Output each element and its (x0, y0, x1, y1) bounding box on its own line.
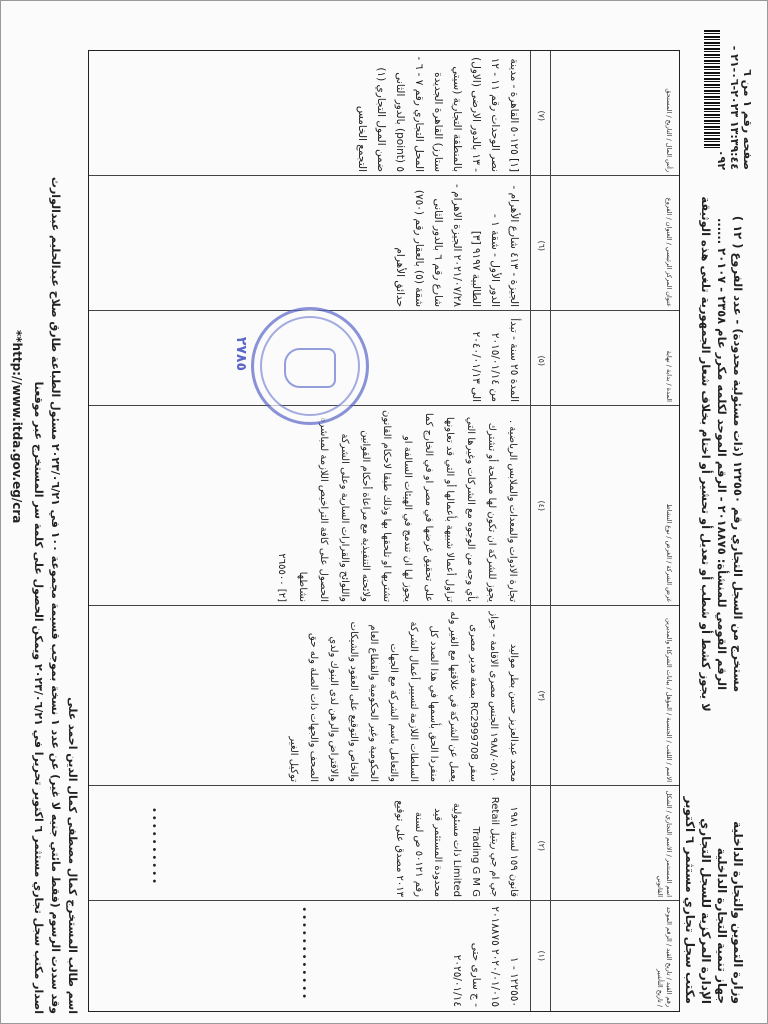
col6-heading: عنوان المركز الرئيسي / العنوان / الفروع (665, 197, 673, 307)
authority-name: جهاز تنمية التجارة الداخلية (715, 847, 729, 1004)
col-divider (89, 405, 679, 406)
stamp-number: ٢٧٨٥ (233, 336, 249, 371)
col2-number: (٢) (537, 840, 546, 851)
page-number: صفحه رقم ١ من ٦ (741, 69, 754, 170)
number-row-divider (530, 51, 531, 1011)
col-divider (89, 785, 679, 786)
col-divider (89, 310, 679, 311)
header-title-block (698, 174, 746, 734)
admin-name: الإدارة المركزية للسجل التجاري (699, 818, 713, 1004)
footer-block (30, 10, 81, 1014)
col6-number: (٦) (537, 240, 546, 251)
dotted-fill: •••••••••••• (298, 906, 309, 1001)
col7-number: (٧) (537, 110, 546, 121)
barcode (704, 30, 720, 150)
eagle-emblem-icon (284, 348, 336, 388)
col1-number: (١) (537, 950, 546, 961)
col3-number: (٣) (537, 690, 546, 701)
ministry-name: وزارة التموين والتجارة الداخلية (731, 821, 745, 1004)
purpose-cell (271, 410, 523, 602)
address-cell: الجيزة - ٤١٣ شارع الأهرام - الدور الأول - شقة ١ - الطالبية ٩١٩٧ [٣] ٢٠٢١/٠٧/٢٨ الجيزة الاهرام - شارع رقم ٦ بالدور الثانى شقة (٥) بالعقار رقم (٧٥٠) حدائق الأهرام (394, 183, 520, 307)
col5-heading: المدة / بداية / نهاية (665, 350, 673, 402)
branches-cell: [١] ٥٠١٢٥ القاهرة - مدينة نصر الوحدات رقم ١١ - ١٢ - ١٣ بالدور الارضى (الاول) بالمنطقة التجارية (سيتي ستارز) القاهرة الجديدة المحل التجاري رقم ٧ - ٦ - ٥ (point) بالدور الثانى ضمن المول التجاري (١) التجمع الخامس (356, 56, 520, 172)
duration-cell: المدة ٢٥ سنة - تبدأ من ٢٠١٥/٠١/١٤ الى ٢٠٤٠/٠١/١٣ (470, 318, 520, 402)
doc-datetime: ١٣:٣٩:٤٤ ٢٠٢٣-٠٦-٢١ - ٠٩٢ (715, 45, 741, 170)
col-divider (89, 900, 679, 901)
col-divider (89, 605, 679, 606)
merchant-name-cell (390, 790, 523, 897)
col1-heading: رقم القيد / تاريخ القيد / الرقم الموحد / تاريخ التأشير (656, 906, 673, 1007)
header-page-info (715, 30, 754, 170)
col7-heading: رأس المال / التاريخ / المستحق (665, 88, 673, 172)
registration-cell: ١٢٢٥٥٠ - ١ ٢٠٢٠/٠١/٠١٥ ٢٠١٨٨٧٥ - ج سارى حتى ٢٠٢٥/٠١/١٤ (451, 906, 520, 1007)
purpose-text: تجارة الادوات والمعدات والملابس الرياضية . يجوز للشركة ان تكون لها مصلحة أو تشترك بأي وجه من الوجوه مع الشركات وغيرها التي تزاول أعمالا شبيهة بأعمالها أو التي قد تعاونها على تحقيق غرضها في مصر او في الخارج كما يجوز لها ان تندمج في الهيئات السالفة او تشتريها او تلحقها بها وذلك طبقا لاحكام القانون ولائحته التنفيذية مع مراعاة أحكام القوانين واللوائح والقرارات السارية وعلى الشركة الحصول على كافة التراخيص اللازمة لمباشرة نشاطها (297, 410, 518, 602)
header-row-divider (550, 51, 551, 1011)
dotted-fill: •••••••••• (148, 807, 159, 886)
managers-cell: محمد عبدالعزيز حسن بطر مواليد ١٩٨٨/٠٥/١٠ الجنس مصرى الاقامة - جواز سفر RC2999708 بصفة مدير مصرى يعمل عن الشركة في علاقتها مع الغير وله منفردا الحق بأسمها في هذا الصدد كل السلطات اللازمة لتسيير أعمال الشركة والتعامل باسم الشركة مع الجهات الحكومية وغير الحكومية والقطاع العام والخاص والتوقيع على العقود والشيكات والاقتراض والرهن لدى البنوك ولدي الصحف والجهات ذات الصلة وله حق توكيل الغير (288, 611, 519, 782)
title-line-1: مستخرج من السجل التجاري رقم ١٢٢٥٥٠ (ذات مسئولية محدودة) - عدد الفروع ( ١٢ ) (731, 215, 745, 693)
title-line-2: الرقم القومي للمنشأة: ٢٠١٨٨٧٥ - الرقم الموحد لكلمه مكرر عام ٢٣٥٨ - ٢٠١٠٧ ...... (715, 217, 729, 691)
verification-url[interactable]: **http://www.itda.gov.eg/cra (10, 330, 24, 524)
fees-line: وقد سددت الرسوم (فقط مائتي جنيه لا غير) عن عدد ١ نسخة بموجب قسيمة مجموعة ١٠٠ في ٢٠٢٣/٠٦/٢١ مسئول الطباعة طارق صلاح عبدالحليم عبدالوارث (49, 176, 62, 1014)
col5-number: (٥) (537, 355, 546, 366)
col3-heading: الاسم / اللقب / الجنسية / المؤهل / بيانات الشركاء والمديرين (665, 618, 673, 782)
merchant-details: جي ام جي ريتيل Retail Trading G M G Limited ذات مسئولية محدودة المستثمر قيد رقم ٥٠١٢١ ص لسنة ٢٠١٣ مصدق على توقيع (394, 796, 500, 897)
col-divider (89, 175, 679, 176)
registry-table (88, 50, 680, 1012)
col2-heading: اسم المستثمر / الاسم التجاري / الشكل القانوني (656, 790, 673, 897)
law-reference: قانون ١٥٩ لسنة ١٩٨١ (508, 806, 519, 897)
requester-line: اسم طالب المستخرج كمال مصطفى كمال الدين احمد على (66, 697, 79, 1014)
purpose-reference: [٢] ٢٦٥٥٠٠ (276, 553, 287, 602)
issuance-line: اصدار مكتب سجل تجاري مستثمر ٦ اكتوبر تحريرا في ٢٠٢٣/٠٦/٢١ ويمكن الحصول على كلمة سر المستخرج عبر موقعنا (32, 381, 45, 1014)
col4-number: (٤) (537, 500, 546, 511)
office-name: مكتب سجل تجاري مستثمر ٦ اكتوبر (683, 796, 697, 1004)
title-line-3: لا يجوز كشط أو شطب أو تعديل أو تحشير أو اختام بخلاف شعار الجمهورية تلغى هذه الوثيقة (699, 196, 713, 712)
col4-heading: غرض الشركة / الغرض / نوع النشاط (665, 503, 673, 602)
official-stamp (251, 307, 369, 425)
header-ministry-block (682, 754, 746, 1004)
